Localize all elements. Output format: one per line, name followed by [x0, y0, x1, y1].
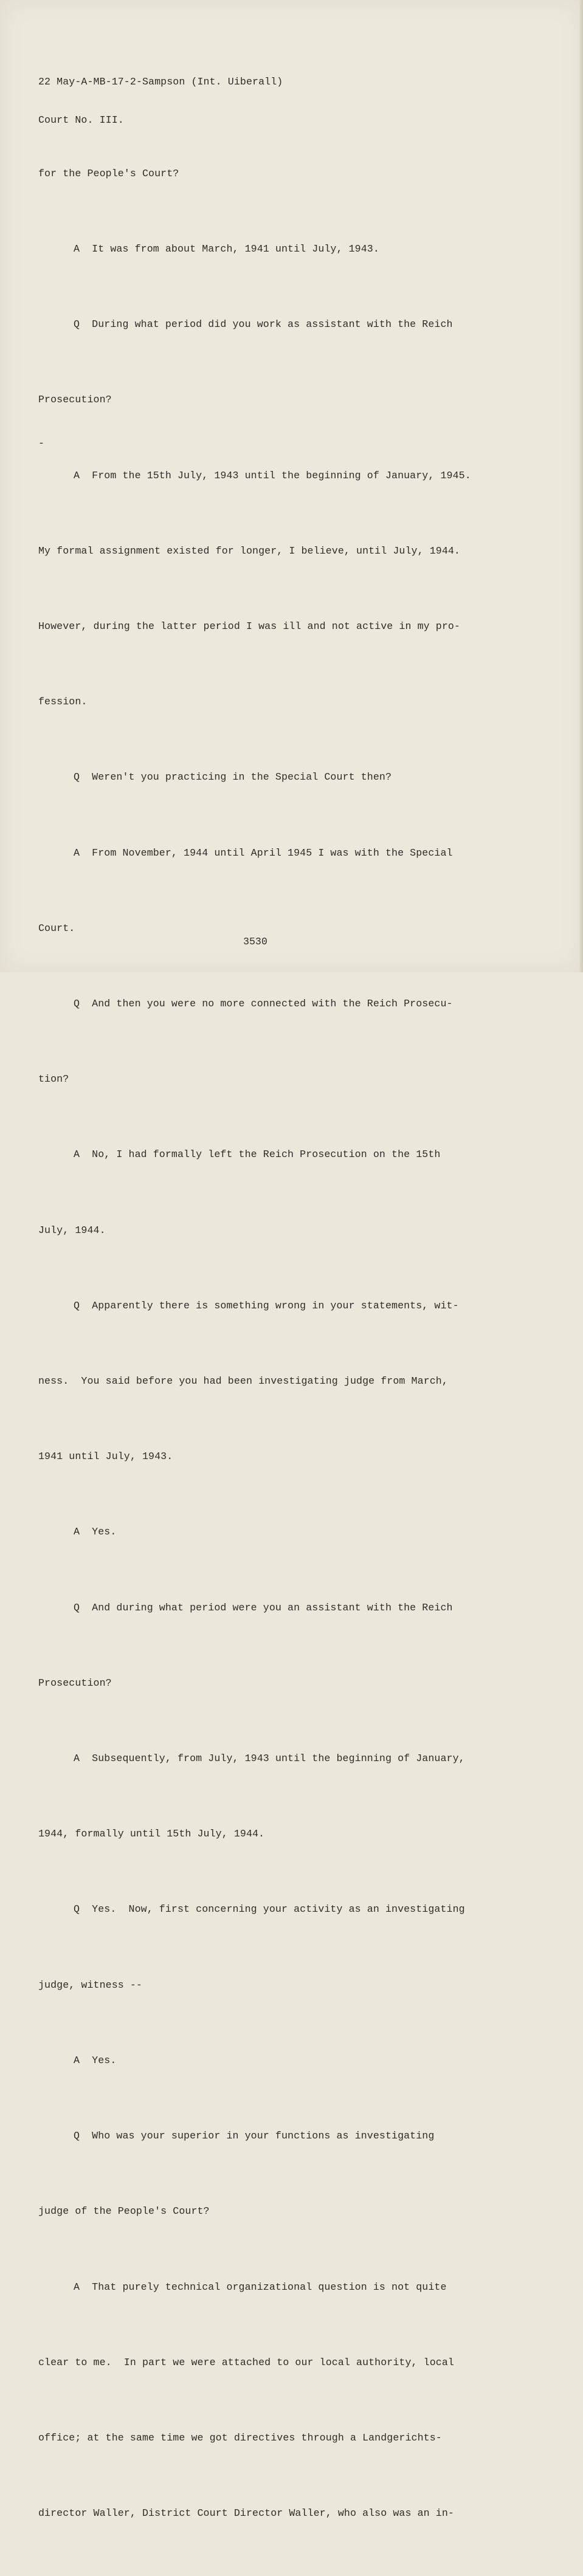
transcript-line: A From the 15th July, 1943 until the beginning of January, 1945.: [74, 469, 471, 481]
margin-dash-mark: -: [38, 438, 45, 449]
transcript-line: A Subsequently, from July, 1943 until the beginning of January,: [74, 1753, 465, 1765]
transcript-line: for the People's Court?: [38, 167, 179, 179]
transcript-line: tion?: [38, 1073, 69, 1085]
transcript-line: judge of the People's Court?: [38, 2205, 210, 2217]
transcript-line: Q Apparently there is something wrong in your statements, wit-: [74, 1299, 459, 1311]
page-number: 3530: [243, 936, 267, 947]
transcript-line: clear to me. In part we were attached to our local authority, local: [38, 2356, 454, 2368]
transcript-body: [38, 111, 471, 2576]
transcript-line: A No, I had formally left the Reich Prosecution on the 15th: [74, 1149, 441, 1161]
transcript-line: Court.: [38, 922, 75, 934]
transcript-line: However, during the latter period I was ill and not active in my pro-: [38, 620, 460, 633]
transcript-line: A From November, 1944 until April 1945 I was with the Special: [74, 847, 453, 859]
transcript-line: Q Who was your superior in your functions as investigating: [74, 2130, 435, 2142]
transcript-line: Q And during what period were you an assistant with the Reich: [74, 1601, 453, 1613]
transcript-line: 1941 until July, 1943.: [38, 1451, 173, 1463]
page-edge-shadow: [579, 0, 583, 972]
transcript-line: My formal assignment existed for longer, I believe, until July, 1944.: [38, 544, 460, 557]
transcript-line: Q Yes. Now, first concerning your activity as an investigating: [74, 1903, 465, 1915]
transcript-line: Prosecution?: [38, 394, 112, 406]
transcript-line: director Waller, District Court Director Waller, who also was an in-: [38, 2507, 454, 2519]
transcript-line: Prosecution?: [38, 1677, 112, 1689]
transcript-line: Q Weren't you practicing in the Special Court then?: [74, 771, 392, 783]
transcript-line: July, 1944.: [38, 1224, 106, 1236]
transcript-line: 1944, formally until 15th July, 1944.: [38, 1828, 265, 1840]
transcript-line: judge, witness --: [38, 1979, 142, 1991]
transcript-line: ness. You said before you had been investigating judge from March,: [38, 1375, 448, 1387]
transcript-line: Q During what period did you work as assistant with the Reich: [74, 318, 453, 331]
transcript-line: office; at the same time we got directives through a Landgerichts-: [38, 2431, 442, 2444]
transcript-line: A That purely technical organizational question is not quite: [74, 2281, 447, 2293]
transcript-line: fession.: [38, 696, 88, 708]
header-court: Court No. III.: [38, 114, 124, 126]
transcript-line: A It was from about March, 1941 until July, 1943.: [74, 243, 379, 255]
header-reference: 22 May-A-MB-17-2-Sampson (Int. Uiberall): [38, 76, 283, 88]
transcript-line: A Yes.: [74, 2054, 117, 2066]
transcript-line: Q And then you were no more connected with the Reich Prosecu-: [74, 998, 453, 1010]
transcript-line: A Yes.: [74, 1526, 117, 1538]
